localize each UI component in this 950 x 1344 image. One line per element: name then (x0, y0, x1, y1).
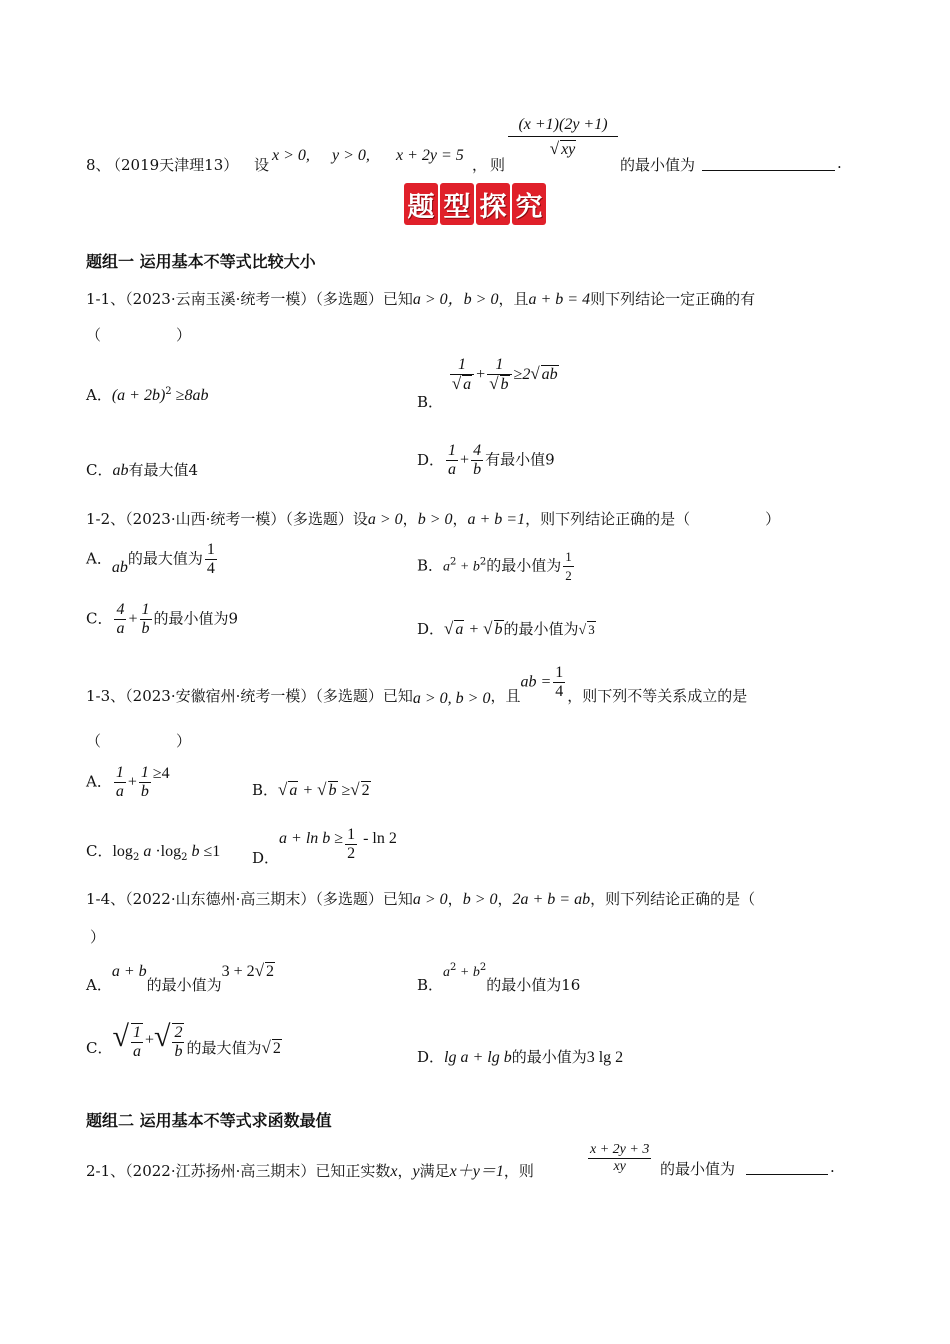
p1-1-paren: （ ） (86, 326, 192, 344)
sep: ， (397, 1162, 413, 1180)
rad: 3 (588, 622, 595, 637)
frac-den: 4 (206, 560, 215, 577)
frac (563, 548, 574, 585)
option-d-expr: lg a + lg b (444, 1049, 512, 1066)
q8-tail: 的最小值为 (620, 156, 696, 174)
p2-1-ze: ，则 (503, 1162, 534, 1180)
p1-1-cond: a > 0，b > 0 (412, 291, 499, 308)
q8-frac-den: xy (561, 141, 576, 158)
q8-comma: ， (472, 156, 488, 174)
frac-num: 4 (116, 601, 125, 618)
p1-1-source: （2023·云南玉溪·统考一模）（多选题）已知 (125, 290, 413, 308)
rad: ab (541, 366, 558, 383)
option-label: C． (86, 609, 113, 628)
var: + b (456, 559, 480, 575)
p1-1-option-b: B． $\frac{1}{√ a}$ + $\frac{1}{√ b}$ ≥2√ ab (417, 356, 558, 411)
p1-3-option-a (86, 764, 170, 801)
p1-4-cond3: 2a + b = ab (512, 891, 591, 908)
sub: 2 (132, 852, 140, 863)
q8-cond3: x + 2y = 5 (396, 147, 464, 164)
p1-4-paren-close: ） (90, 928, 106, 946)
p1-2-cond2: b > 0 (417, 511, 453, 528)
frac-den: b (140, 783, 149, 800)
var: a (443, 559, 451, 575)
p1-4-option-d (417, 1046, 623, 1067)
option-d-val: 3 lg 2 (586, 1049, 624, 1066)
p1-3-tail: ，则下列不等关系成立的是 (567, 686, 748, 705)
option-a-rest: ≥8ab (171, 387, 209, 404)
q8-period: . (837, 154, 842, 172)
p2-1-cond: x＋y＝1 (449, 1163, 504, 1180)
p1-2-option-c (86, 601, 238, 638)
option-label: A． (86, 772, 112, 791)
p1-3-source: （2023·安徽宿州·统考一模）（多选题）已知 (125, 686, 413, 705)
plus: + (128, 610, 138, 628)
frac (553, 664, 565, 701)
option-a-expr: (a + 2b) (111, 387, 166, 404)
frac-num: x + 2y + 3 (590, 1142, 650, 1157)
option-label: D． (417, 1048, 445, 1066)
frac (450, 356, 474, 394)
p1-3-paren: （ ） (86, 732, 192, 750)
q8-cond1: x > 0, (272, 147, 310, 164)
frac-den: a (115, 783, 124, 800)
frac-num: 1 (140, 764, 149, 781)
p1-2-cond1: a > 0 (367, 511, 403, 528)
frac-num: 1 (206, 541, 215, 558)
sup: 2 (450, 556, 457, 568)
frac-num: 2 (174, 1024, 183, 1042)
var: + b (456, 965, 480, 980)
option-label: D． (417, 450, 445, 469)
option-a-expr: ab (111, 558, 128, 576)
option-d-rest: - ln 2 (359, 829, 397, 847)
option-a-tail: 的最小值为 (146, 976, 222, 994)
sep: ， (402, 510, 418, 528)
option-label: B． (417, 556, 444, 575)
plus: + (460, 451, 470, 469)
option-c-tail: 的最小值为9 (153, 609, 239, 628)
q8-fraction: (x +1)(2y +1) √ xy (508, 116, 618, 159)
frac-den: xy (613, 1159, 626, 1174)
banner-char: 探 (476, 183, 510, 225)
p1-1-label: 1-1、 (86, 290, 126, 308)
option-label: A． (86, 549, 112, 568)
option-label: B． (417, 393, 444, 411)
p2-1-source: （2022·江苏扬州·高三期末）已知正实数 (125, 1162, 391, 1180)
frac-num: 1 (115, 764, 124, 781)
option-c-expr: ab (112, 462, 129, 479)
var: b (187, 843, 200, 860)
p1-2-source: （2023·山西·统考一模）（多选题）设 (125, 510, 368, 528)
p2-1-mid: 满足 (419, 1162, 450, 1180)
frac-num: 4 (473, 442, 482, 459)
p1-2-option-a (86, 541, 219, 578)
frac-num: 1 (555, 664, 564, 681)
plus: + (476, 366, 486, 383)
option-a-exp: 2 (165, 386, 172, 397)
frac (487, 356, 511, 394)
option-d-tail: 的最小值为 (503, 620, 579, 638)
frac-den: b (473, 461, 482, 478)
section-banner (404, 183, 546, 225)
p1-3-cond: a > 0, b > 0 (412, 689, 491, 707)
frac (205, 541, 217, 578)
frac (114, 601, 126, 638)
option-label: D． (252, 848, 280, 867)
frac-num: 1 (132, 1024, 141, 1042)
var: x (390, 1163, 398, 1180)
sep: ， (497, 890, 513, 908)
sup: 2 (479, 962, 487, 973)
p1-4-label: 1-4、 (86, 890, 126, 908)
rad: 2 (266, 963, 275, 980)
q8-ze: 则 (490, 156, 506, 174)
plus: + (298, 782, 318, 799)
rad: a (463, 376, 472, 393)
frac-num: 1 (563, 548, 574, 567)
var: y (412, 1163, 420, 1180)
frac-num: 1 (141, 601, 150, 618)
p1-3-option-b: B．√ a + √ b ≥√ 2 (252, 780, 370, 799)
rad: b (500, 376, 509, 393)
p1-3-option-c (86, 840, 220, 863)
p1-2-cond3: a + b =1 (467, 511, 526, 528)
option-label: A． (86, 386, 112, 404)
frac-den: √ a (451, 374, 472, 393)
p1-3-label: 1-3、 (86, 686, 126, 705)
p1-4-tail: ，则下列结论正确的是（ (590, 890, 756, 908)
p1-4-option-b (417, 960, 581, 994)
frac (140, 601, 152, 638)
sub: 2 (181, 852, 188, 863)
rad: 2 (361, 782, 370, 799)
sep: ， (447, 890, 463, 908)
p1-2-label: 1-2、 (86, 510, 126, 528)
q8-source: （2019天津理13） (106, 156, 239, 174)
banner-char: 型 (440, 183, 474, 225)
frac-num: 1 (448, 442, 457, 459)
option-c-rest: ≤1 (199, 843, 221, 860)
p2-1-period: . (830, 1158, 835, 1176)
option-b-rest: ≥2 (513, 366, 531, 383)
p1-1-option-c (86, 459, 198, 480)
rad: b (494, 621, 503, 638)
p1-2-option-d: D．√ a + √ b的最小值为√ 3 (417, 619, 595, 638)
option-a-val: 3 + 2 (221, 963, 255, 980)
var: a (139, 843, 152, 860)
plus: + (144, 1031, 154, 1049)
option-label: B． (417, 976, 444, 994)
rad: a (289, 782, 298, 799)
q8-frac-num: (x +1)(2y +1) (508, 116, 618, 137)
frac-num: 1 (450, 356, 474, 375)
p1-4-option-a: A．a + b的最小值为3 + 2√ 2 (86, 961, 275, 994)
p1-3-cond2: ab = (520, 673, 552, 691)
q8-cond2: y > 0, (332, 147, 370, 164)
frac-den: 2 (347, 845, 356, 862)
p1-3-mid: ，且 (490, 686, 521, 705)
group2-title: 题组二 运用基本不等式求函数最值 (86, 1111, 332, 1130)
p1-1-option-a (86, 384, 208, 405)
option-b-rest: ≥ (337, 782, 351, 799)
plus: + (127, 773, 137, 791)
option-a-tail: 的最大值为 (127, 549, 203, 568)
rad: a (455, 621, 464, 638)
p1-1-option-d (417, 442, 555, 479)
frac-den: a (116, 620, 125, 637)
frac-den: √ b (489, 374, 509, 393)
log: ·log (151, 843, 182, 860)
p1-1-tail: 则下列结论一定正确的有 (590, 290, 756, 308)
option-b-tail: 的最小值为 (486, 556, 562, 575)
option-d-tail: 有最小值9 (485, 450, 555, 469)
banner-char: 题 (404, 183, 438, 225)
option-label: C． (86, 842, 113, 860)
q8-she: 设 (254, 156, 270, 174)
option-c-tail: 有最大值4 (128, 461, 199, 479)
p1-1-mid: ，且 (498, 290, 529, 308)
banner-char: 究 (512, 183, 546, 225)
p2-1-fraction (588, 1142, 651, 1175)
option-label: C． (86, 461, 113, 479)
frac-den: b (141, 620, 150, 637)
frac-num: 1 (347, 826, 356, 843)
group1-title: 题组一 运用基本不等式比较大小 (86, 252, 316, 271)
option-label: B． (252, 781, 279, 799)
frac (139, 764, 151, 801)
frac-den: 4 (555, 683, 564, 700)
p2-1-answer-blank (746, 1160, 828, 1175)
var: a (443, 965, 451, 980)
option-d-pre: a + ln b ≥ (279, 829, 344, 847)
p1-2-option-b (417, 548, 576, 585)
frac-den: 2 (565, 568, 572, 583)
frac (114, 764, 126, 801)
frac-den: a (132, 1043, 141, 1061)
p1-4-cond1: a > 0 (412, 891, 448, 908)
p2-1-tail: 的最小值为 (660, 1160, 736, 1178)
p1-4-cond2: b > 0 (462, 891, 498, 908)
option-d-tail: 的最小值为 (511, 1048, 587, 1066)
option-c-tail: 的最大值为 (186, 1038, 262, 1057)
sup: 2 (450, 962, 457, 973)
p1-2-tail: ，则下列结论正确的是（ ） (525, 510, 781, 528)
log: log (112, 843, 133, 860)
sep: ， (452, 510, 468, 528)
p2-1-label: 2-1、 (86, 1162, 126, 1180)
p1-1-cond2: a + b = 4 (528, 291, 591, 308)
frac-den: a (448, 461, 457, 478)
rad: 2 (272, 1039, 281, 1057)
option-a-rest: ≥4 (152, 764, 170, 782)
p1-4-option-c: C．√ $\frac{1}{a}$ +√ $\frac{2}{b}$ 的最大值为√ 2 (86, 1020, 281, 1061)
frac-num: 1 (487, 356, 511, 375)
frac (471, 442, 483, 479)
option-label: D． (417, 620, 445, 638)
rad: b (328, 782, 337, 799)
sup: 2 (479, 556, 487, 568)
frac (345, 826, 357, 863)
option-label: C． (86, 1038, 113, 1057)
option-label: A． (86, 976, 112, 994)
p1-4-source: （2022·山东德州·高三期末）（多选题）已知 (125, 890, 413, 908)
frac-den: b (174, 1043, 183, 1061)
q8-answer-blank (702, 156, 835, 171)
plus: + (464, 621, 484, 638)
frac (446, 442, 458, 479)
q8-label: 8、 (86, 156, 111, 174)
option-b-tail: 的最小值为16 (486, 976, 581, 994)
p1-3-option-d (252, 826, 397, 867)
option-a-expr: a + b (111, 963, 147, 980)
